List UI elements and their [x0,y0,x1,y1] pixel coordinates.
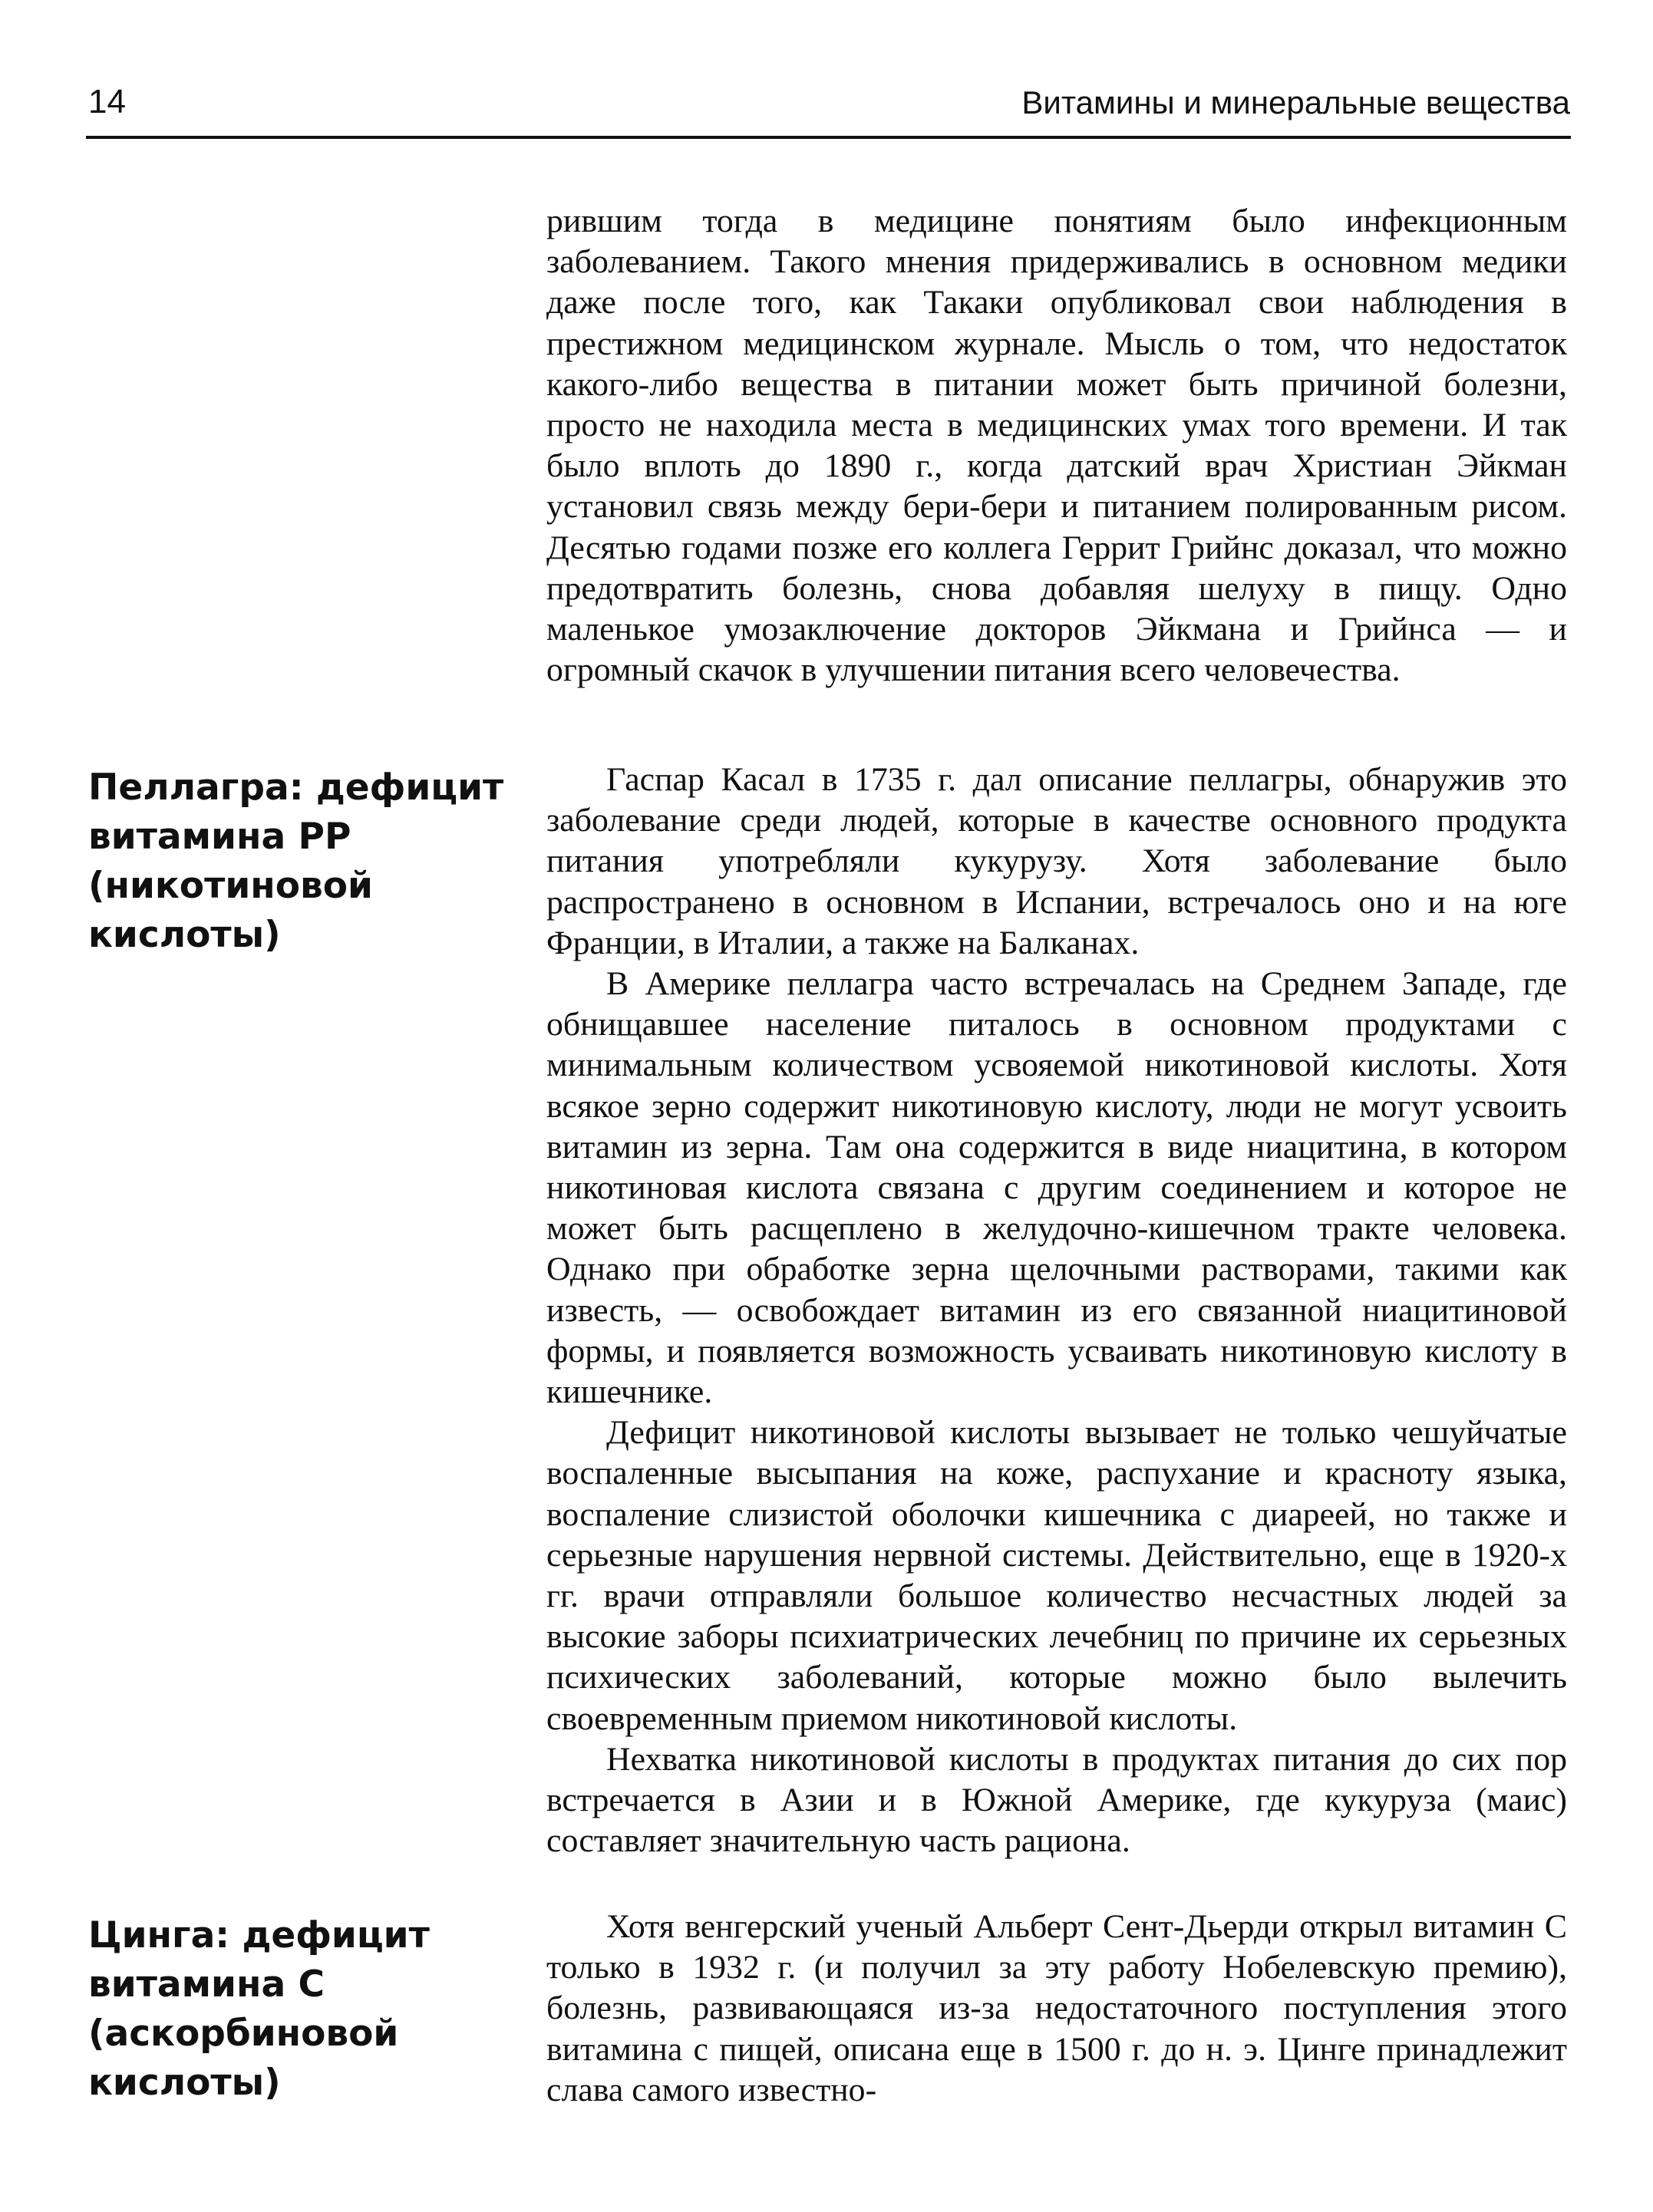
paragraph: В Америке пеллагра часто встречалась на Среднем Западе, где обнищавшее население питалось в основном продуктами с минимальным количеством усвояемой никотиновой кислоты. Хотя всякое зерно содержит никотиновую кислоту, люди не могут усвоить витамин из зерна. Там она содержится в виде ниацитина, в котором никотиновая кислота связана с другим соединением и которое не может быть расщеплено в желудочно-кишечном тракте человека. Однако при обработке зерна щелочными растворами, такими как известь, — освобождает витамин из его связанной ниацитиновой формы, и появляется возможность усваивать никотиновую кислоту в кишечнике. [546,965,1567,1411]
intro-text-block [546,201,1567,691]
scurvy-text-block [546,1907,1567,2111]
paragraph: Дефицит никотиновой кислоты вызывает не только чешуйчатые воспаленные высыпания на коже, распухание и красноту языка, воспаление слизистой оболочки кишечника с диареей, но также и серьезные нарушения нервной системы. Действительно, еще в 1920-х гг. врачи отправляли большое количество несчастных людей за высокие заборы психиатрических лечебниц по причине их серьезных психических заболеваний, которые можно было вылечить своевременным приемом никотиновой кислоты. [546,1414,1567,1737]
paragraph: Нехватка никотиновой кислоты в продуктах питания до сих пор встречается в Азии и в Южной Америке, где кукуруза (маис) составляет значительную часть рациона. [546,1740,1567,1860]
running-header: Витамины и минеральные вещества [1021,84,1570,120]
header-rule [86,136,1571,139]
paragraph: Гаспар Касал в 1735 г. дал описание пеллагры, обнаружив это заболевание среди людей, которые в качестве основного продукта питания употребляли кукурузу. Хотя заболевание было распространено в основном в Испании, встречалось оно и на юге Франции, в Италии, а также на Балканах. [546,761,1567,961]
section-heading-scurvy: Цинга: дефицит витамина С (аскорбиновой кислоты) [88,1914,430,2104]
paragraph: рившим тогда в медицине понятиям было инфекционным заболеванием. Такого мнения придерживались в основном медики даже после того, как Такаки опубликовал свои наблюдения в престижном медицинском журнале. Мысль о том, что недостаток какого-либо вещества в питании может быть причиной болезни, просто не находила места в медицинских умах того времени. И так было вплоть до 1890 г., когда датский врач Христиан Эйкман установил связь между бери-бери и питанием полированным рисом. Десятью годами позже его коллега Геррит Грийнс доказал, что можно предотвратить болезнь, снова добавляя шелуху в пищу. Одно маленькое умозаключение докторов Эйкмана и Грийнса — и огромный скачок в улучшении питания всего человечества. [546,203,1567,689]
pellagra-text-block [546,760,1567,1861]
paragraph: Хотя венгерский ученый Альберт Сент-Дьерди открыл витамин С только в 1932 г. (и получил за эту работу Нобелевскую премию), болезнь, развивающаяся из-за недостаточного поступления этого витамина с пищей, описана еще в 1500 г. до н. э. Цинге принадлежит слава самого известно- [546,1908,1567,2108]
page-number: 14 [88,83,126,120]
section-heading-pellagra: Пеллагра: дефицит витамина PP (никотиновой кислоты) [88,766,504,956]
